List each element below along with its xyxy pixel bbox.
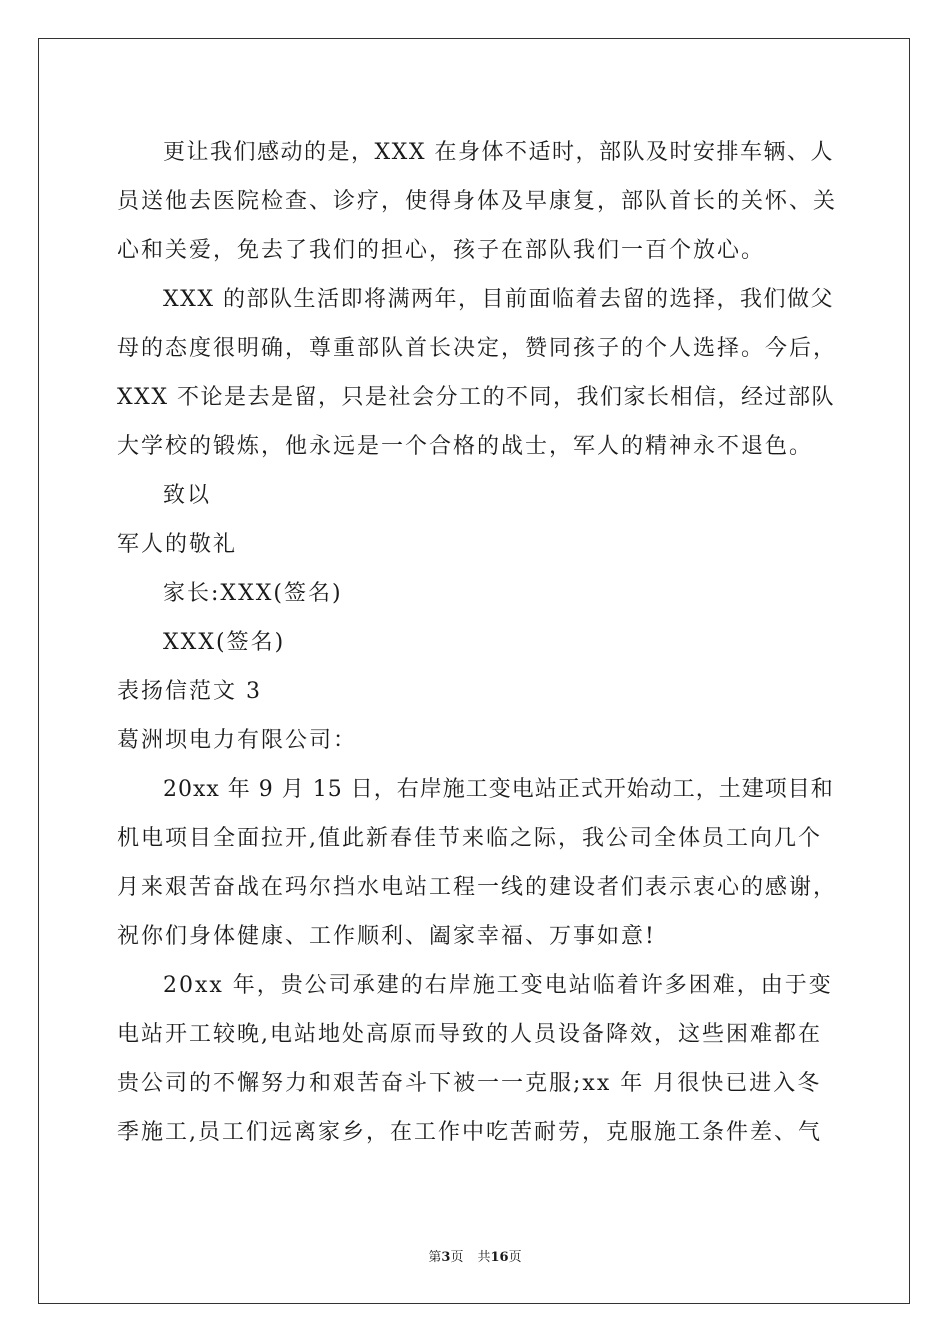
letter-body: [117, 128, 837, 1157]
text-line: 心和关爱，免去了我们的担心，孩子在部队我们一百个放心。: [117, 238, 766, 263]
text-line: XXX(签名): [163, 630, 286, 655]
text-line: 军人的敬礼: [117, 532, 238, 557]
text-line: 季施工,员工们远离家乡，在工作中吃苦耐劳，克服施工条件差、气: [117, 1120, 822, 1145]
text-line: 葛洲坝电力有限公司：: [117, 728, 358, 753]
text-line: XXX 不论是去是留，只是社会分工的不同，我们家长相信，经过部队: [117, 385, 835, 410]
text-line: 员送他去医院检查、诊疗，使得身体及早康复，部队首长的关怀、关: [117, 189, 838, 214]
text-line: 母的态度很明确，尊重部队首长决定，赞同孩子的个人选择。今后，: [117, 336, 838, 361]
current-page-number: 3: [441, 1250, 451, 1265]
text-line: 表扬信范文 3: [117, 679, 262, 704]
page-prefix: 第: [428, 1250, 442, 1265]
total-page-number: 16: [490, 1250, 509, 1265]
text-line: 更让我们感动的是，XXX 在身体不适时，部队及时安排车辆、人: [163, 140, 834, 165]
text-line: 贵公司的不懈努力和艰苦奋斗下被一一克服;xx 年 月很快已进入冬: [117, 1071, 822, 1096]
page-unit: 页: [450, 1250, 464, 1265]
text-line: 家长:XXX(签名): [163, 581, 343, 606]
total-prefix: 共: [477, 1250, 491, 1265]
text-line: 月来艰苦奋战在玛尔挡水电站工程一线的建设者们表示衷心的感谢，: [117, 875, 838, 900]
text-line: 20xx 年 9 月 15 日，右岸施工变电站正式开始动工，土建项目和: [163, 777, 834, 802]
text-line: 电站开工较晚,电站地处高原而导致的人员设备降效，这些困难都在: [117, 1022, 822, 1047]
text-line: 祝你们身体健康、工作顺利、阖家幸福、万事如意!: [117, 924, 656, 949]
page-footer: [0, 1248, 950, 1268]
text-line: XXX 的部队生活即将满两年，目前面临着去留的选择，我们做父: [163, 287, 834, 312]
text-line: 20xx 年，贵公司承建的右岸施工变电站临着许多困难，由于变: [163, 973, 833, 998]
total-unit: 页: [508, 1250, 522, 1265]
text-line: 机电项目全面拉开,值此新春佳节来临之际，我公司全体员工向几个: [117, 826, 822, 851]
text-line: 大学校的锻炼，他永远是一个合格的战士，军人的精神永不退色。: [117, 434, 814, 459]
text-line: 致以: [163, 483, 212, 508]
